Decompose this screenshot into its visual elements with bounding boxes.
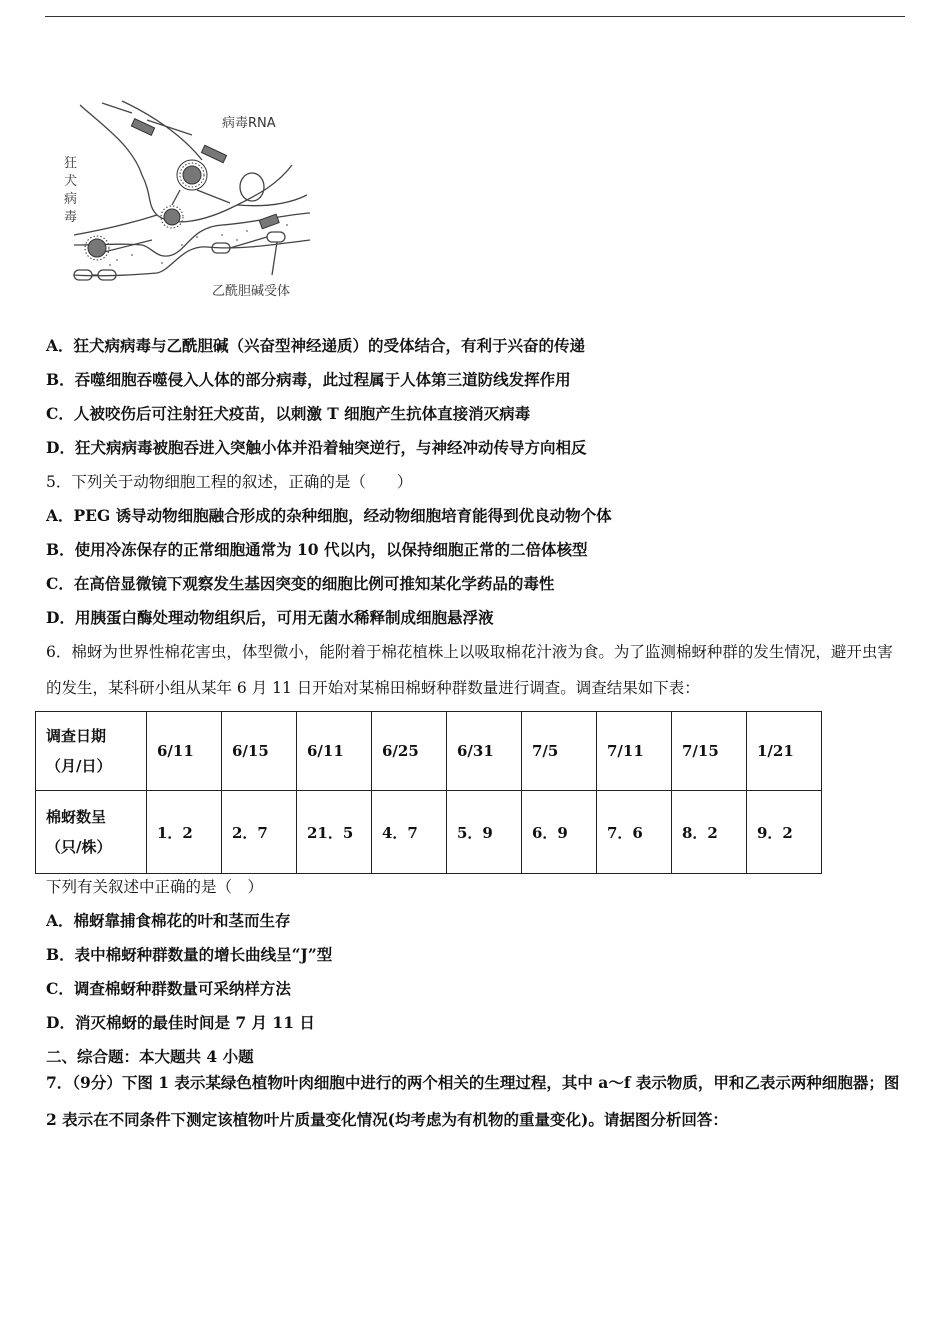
count-cell: 1．2 [147,791,222,874]
q6-stem: 6．棉蚜为世界性棉花害虫，体型微小，能附着于棉花植株上以吸取棉花汁液为食。为了监测棉蚜种群的发生情况，避开虫害的发生，某科研小组从某年 6 月 11 日开始对某棉田棉蚜种群数量进行调查。调查结果如下表： [46,643,893,697]
date-cell: 6/25 [372,712,447,791]
count-cell: 2．7 [222,791,297,874]
count-cell: 9．2 [747,791,822,874]
count-cell: 8．2 [672,791,747,874]
row-head-count: 棉蚜数呈 （只/株） [36,791,147,874]
q6-option-c: C．调查棉蚜种群数量可采纳样方法 [46,979,291,998]
count-cell: 7．6 [597,791,672,874]
q4-option-b: B．吞噬细胞吞噬侵入人体的部分病毒，此过程属于人体第三道防线发挥作用 [46,370,571,389]
q5-option-c: C．在高倍显微镜下观察发生基因突变的细胞比例可推知某化学药品的毒性 [46,574,555,593]
count-cell: 6．9 [522,791,597,874]
q4-option-a: A．狂犬病病毒与乙酰胆碱（兴奋型神经递质）的受体结合，有利于兴奋的传递 [46,336,586,355]
synapse-diagram [62,95,322,310]
q6-option-d: D．消灭棉蚜的最佳时间是 7 月 11 日 [46,1013,315,1032]
q7-stem: 7．（9分）下图 1 表示某绿色植物叶肉细胞中进行的两个相关的生理过程，其中 a～f 表示物质，甲和乙表示两种细胞器；图 2 表示在不同条件下测定该植物叶片质量变化情况(均考虑为有机物的重量变化)。请据图分析回答： [46,1073,900,1129]
section-heading: 二、综合题：本大题共 4 小题 [46,1047,254,1066]
date-cell: 7/15 [672,712,747,791]
q6-option-a: A．棉蚜靠捕食棉花的叶和茎而生存 [46,911,291,930]
q5-option-a: A．PEG 诱导动物细胞融合形成的杂种细胞，经动物细胞培育能得到优良动物个体 [46,506,612,525]
q4-option-c: C．人被咬伤后可注射狂犬疫苗，以刺激 T 细胞产生抗体直接消灭病毒 [46,404,531,423]
q5-stem: 5．下列关于动物细胞工程的叙述，正确的是（ ） [46,473,413,491]
label-rabies-virus: 狂 犬 病 毒 [64,156,78,225]
date-cell: 7/5 [522,712,597,791]
table-row-counts [36,791,822,874]
label-ach-receptor: 乙酰胆碱受体 [212,284,291,299]
count-cell: 5．9 [447,791,522,874]
row-head-date: 调查日期 （月/日） [36,712,147,791]
aphid-survey-table [35,711,822,874]
date-cell: 6/11 [297,712,372,791]
date-cell: 6/11 [147,712,222,791]
q6-option-b: B．表中棉蚜种群数量的增长曲线呈“J”型 [46,945,333,964]
header-rule [45,16,905,17]
count-cell: 4．7 [372,791,447,874]
q4-option-d: D．狂犬病病毒被胞吞进入突触小体并沿着轴突逆行，与神经冲动传导方向相反 [46,438,587,457]
date-cell: 6/31 [447,712,522,791]
q5-option-b: B．使用冷冻保存的正常细胞通常为 10 代以内，以保持细胞正常的二倍体核型 [46,540,588,559]
q5-option-d: D．用胰蛋白酶处理动物组织后，可用无菌水稀释制成细胞悬浮液 [46,608,494,627]
count-cell: 21．5 [297,791,372,874]
date-cell: 6/15 [222,712,297,791]
date-cell: 7/11 [597,712,672,791]
label-virus-rna: 病毒RNA [222,116,276,131]
q6-question: 下列有关叙述中正确的是（ ） [46,878,264,896]
table-row-dates [36,712,822,791]
date-cell: 1/21 [747,712,822,791]
